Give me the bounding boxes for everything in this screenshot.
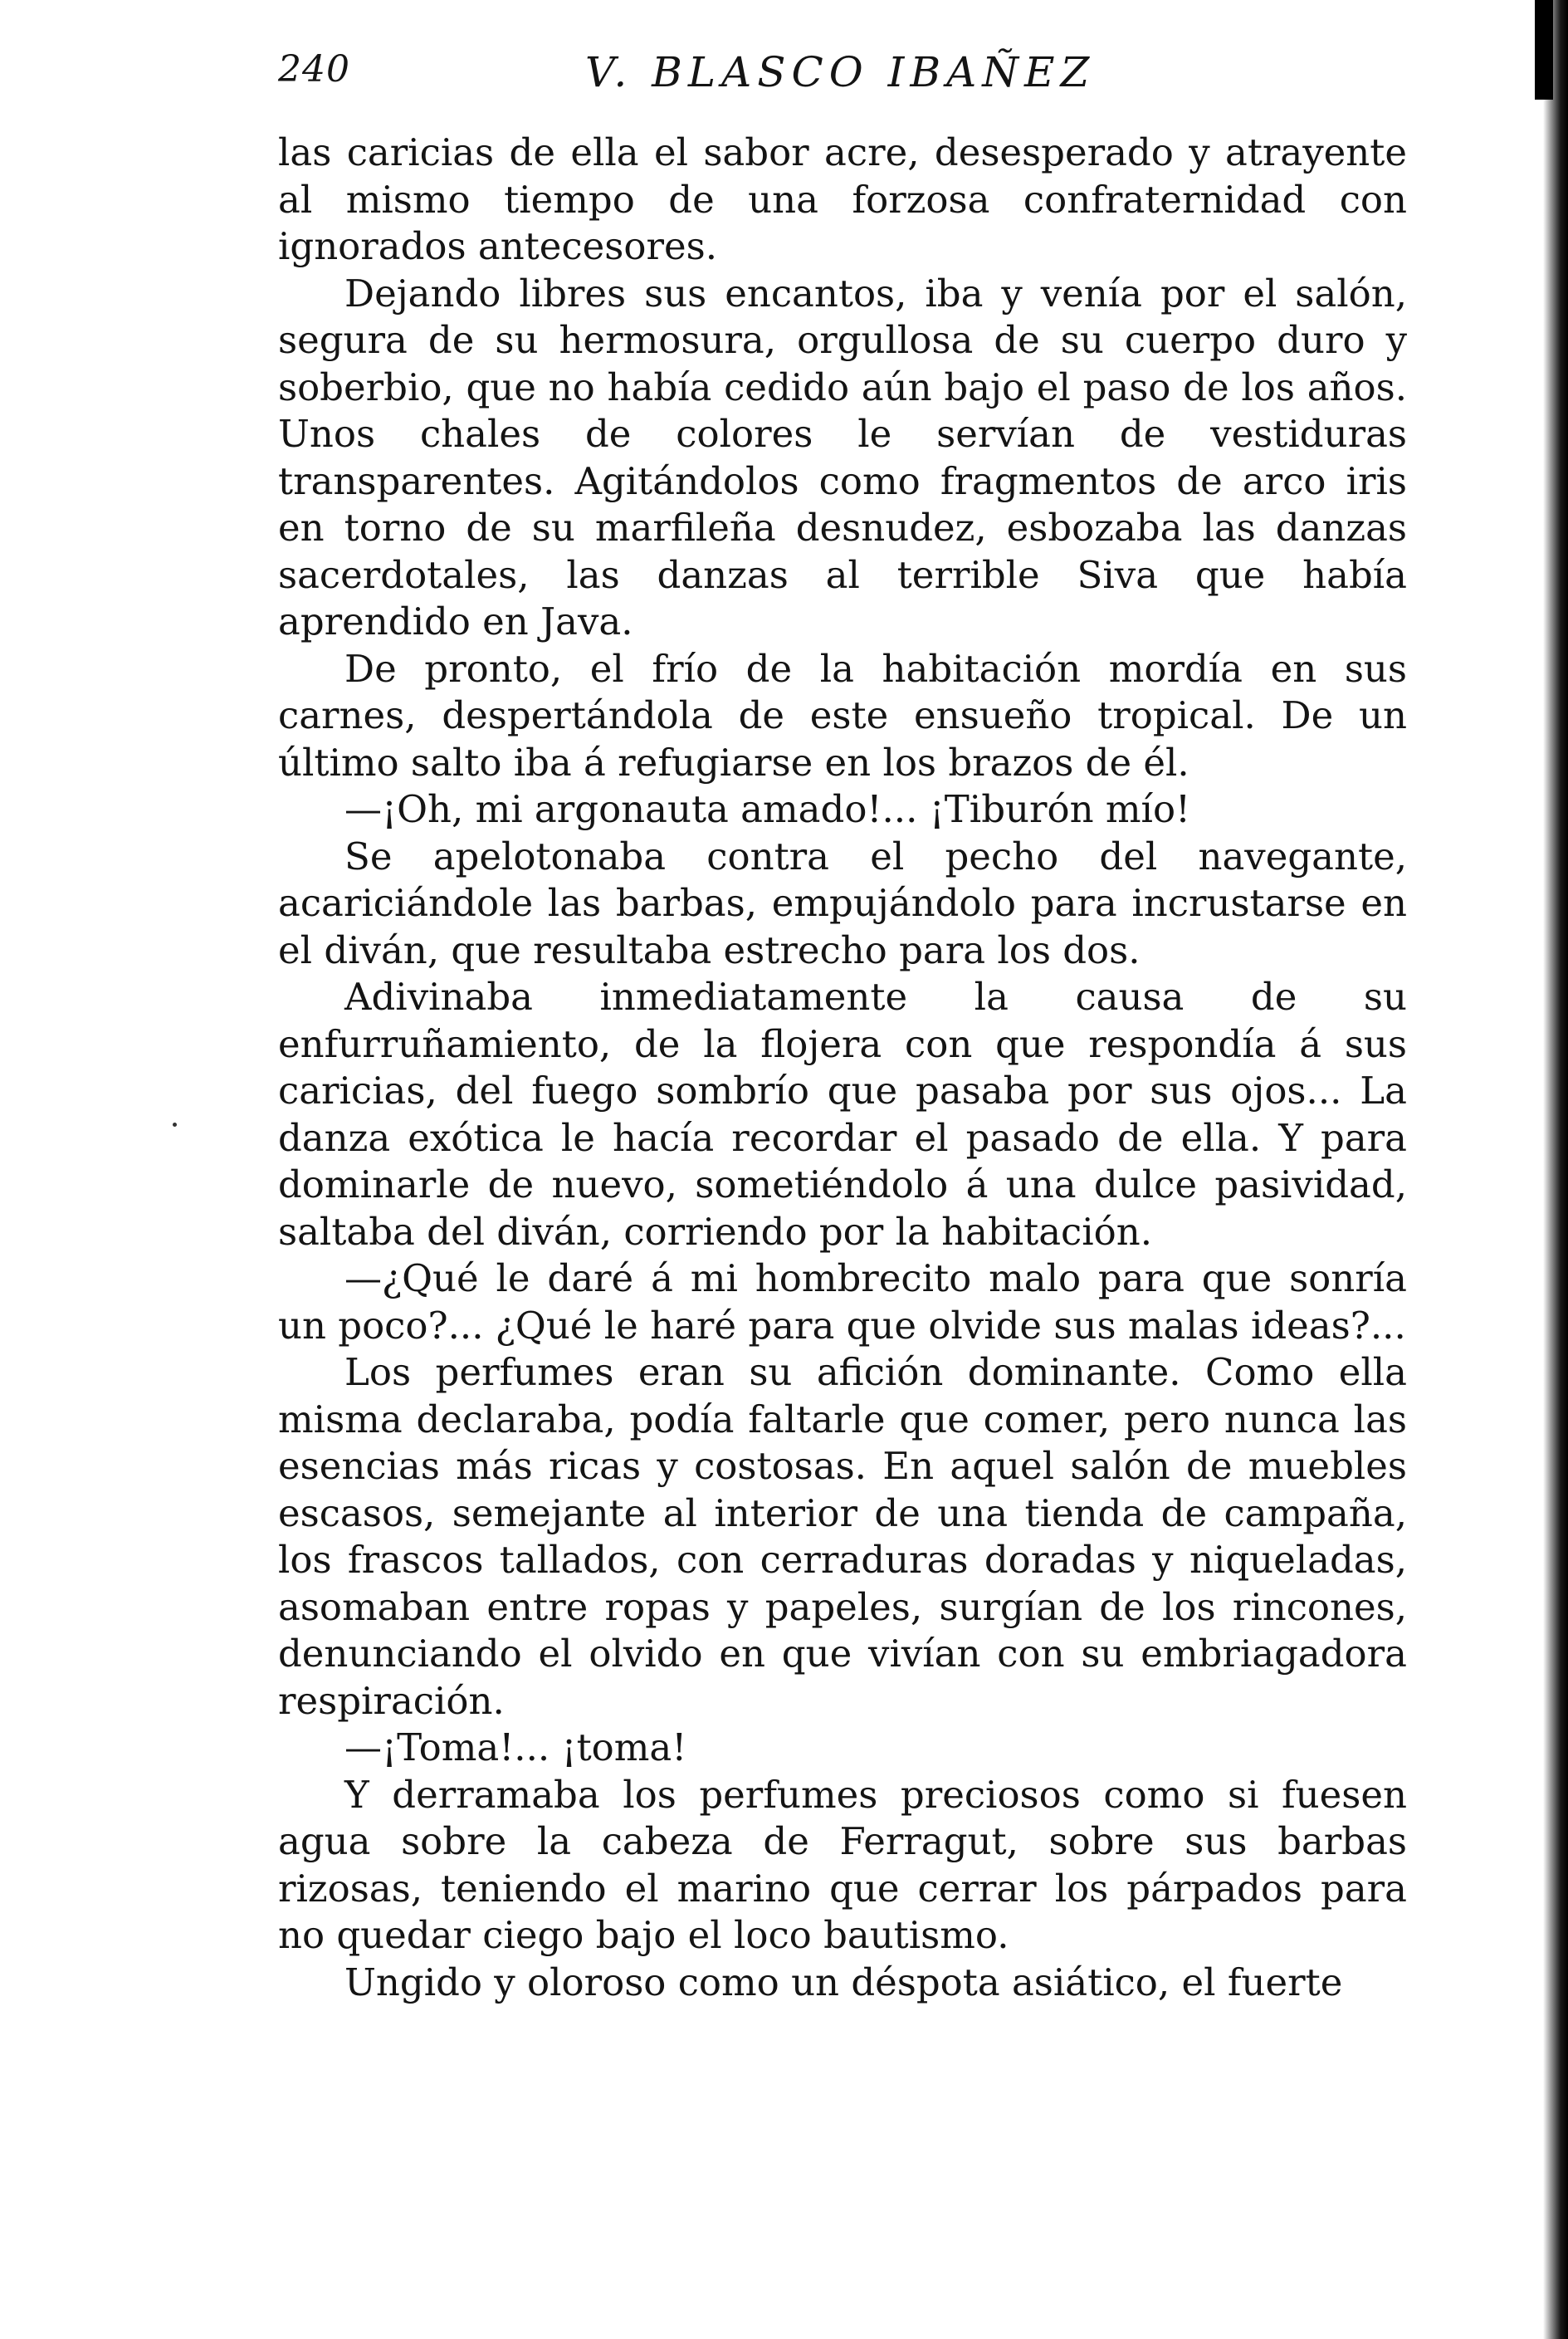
running-head: V. BLASCO IBAÑEZ	[585, 48, 1096, 96]
paragraph-continues: Ungido y oloroso como un déspota asiático, el fuerte	[344, 1960, 1343, 2004]
dialogue-line: —¡Oh, mi argonauta amado!... ¡Tiburón mío!	[344, 787, 1191, 831]
scan-speck	[173, 1123, 177, 1127]
scan-page-edge-top	[1535, 0, 1553, 100]
paragraph: Se apelotonaba contra el pecho del navegante, acariciándole las barbas, empujándolo para incrustarse en el diván, que resultaba estrecho para los dos.	[278, 834, 1407, 972]
scan-page-edge	[1543, 0, 1568, 2339]
paragraph: De pronto, el frío de la habitación mordía en sus carnes, despertándola de este ensueño tropical. De un último salto iba á refugiarse en los brazos de él.	[278, 646, 1407, 785]
dialogue-line: —¿Qué le daré á mi hombrecito malo para que sonría un poco?... ¿Qué le haré para que olvide sus malas ideas?...	[278, 1256, 1407, 1348]
dialogue-line: —¡Toma!... ¡toma!	[344, 1725, 687, 1769]
paragraph-continuation: las caricias de ella el sabor acre, desesperado y atrayente al mismo tiempo de una forzosa confraternidad con ignorados antecesores.	[278, 130, 1407, 268]
body-text	[278, 130, 1407, 2006]
paragraph: Adivinaba inmediatamente la causa de su enfurruñamiento, de la flojera con que respondía á sus caricias, del fuego sombrío que pasaba por sus ojos... La danza exótica le hacía recordar el pasado de ella. Y para dominarle de nuevo, sometiéndolo á una dulce pasividad, saltaba del diván, corriendo por la habitación.	[278, 975, 1407, 1254]
page-header	[278, 48, 1424, 106]
paragraph: Los perfumes eran su afición dominante. Como ella misma declaraba, podía faltarle que comer, pero nunca las esencias más ricas y costosas. En aquel salón de muebles escasos, semejante al interior de una tienda de campaña, los frascos tallados, con cerraduras doradas y niqueladas, asomaban entre ropas y papeles, surgían de los rincones, denunciando el olvido en que vivían con su embriagadora respiración.	[278, 1350, 1407, 1723]
page-number: 240	[278, 48, 350, 91]
paragraph: Dejando libres sus encantos, iba y venía por el salón, segura de su hermosura, orgullosa de su cuerpo duro y soberbio, que no había cedido aún bajo el paso de los años. Unos chales de colores le servían de vestiduras transparentes. Agitándolos como fragmentos de arco iris en torno de su marfileña desnudez, esbozaba las danzas sacerdotales, las danzas al terrible Siva que había aprendido en Java.	[278, 271, 1407, 643]
paragraph: Y derramaba los perfumes preciosos como si fuesen agua sobre la cabeza de Ferragut, sobre sus barbas rizosas, teniendo el marino que cerrar los párpados para no quedar ciego bajo el loco bautismo.	[278, 1772, 1407, 1957]
